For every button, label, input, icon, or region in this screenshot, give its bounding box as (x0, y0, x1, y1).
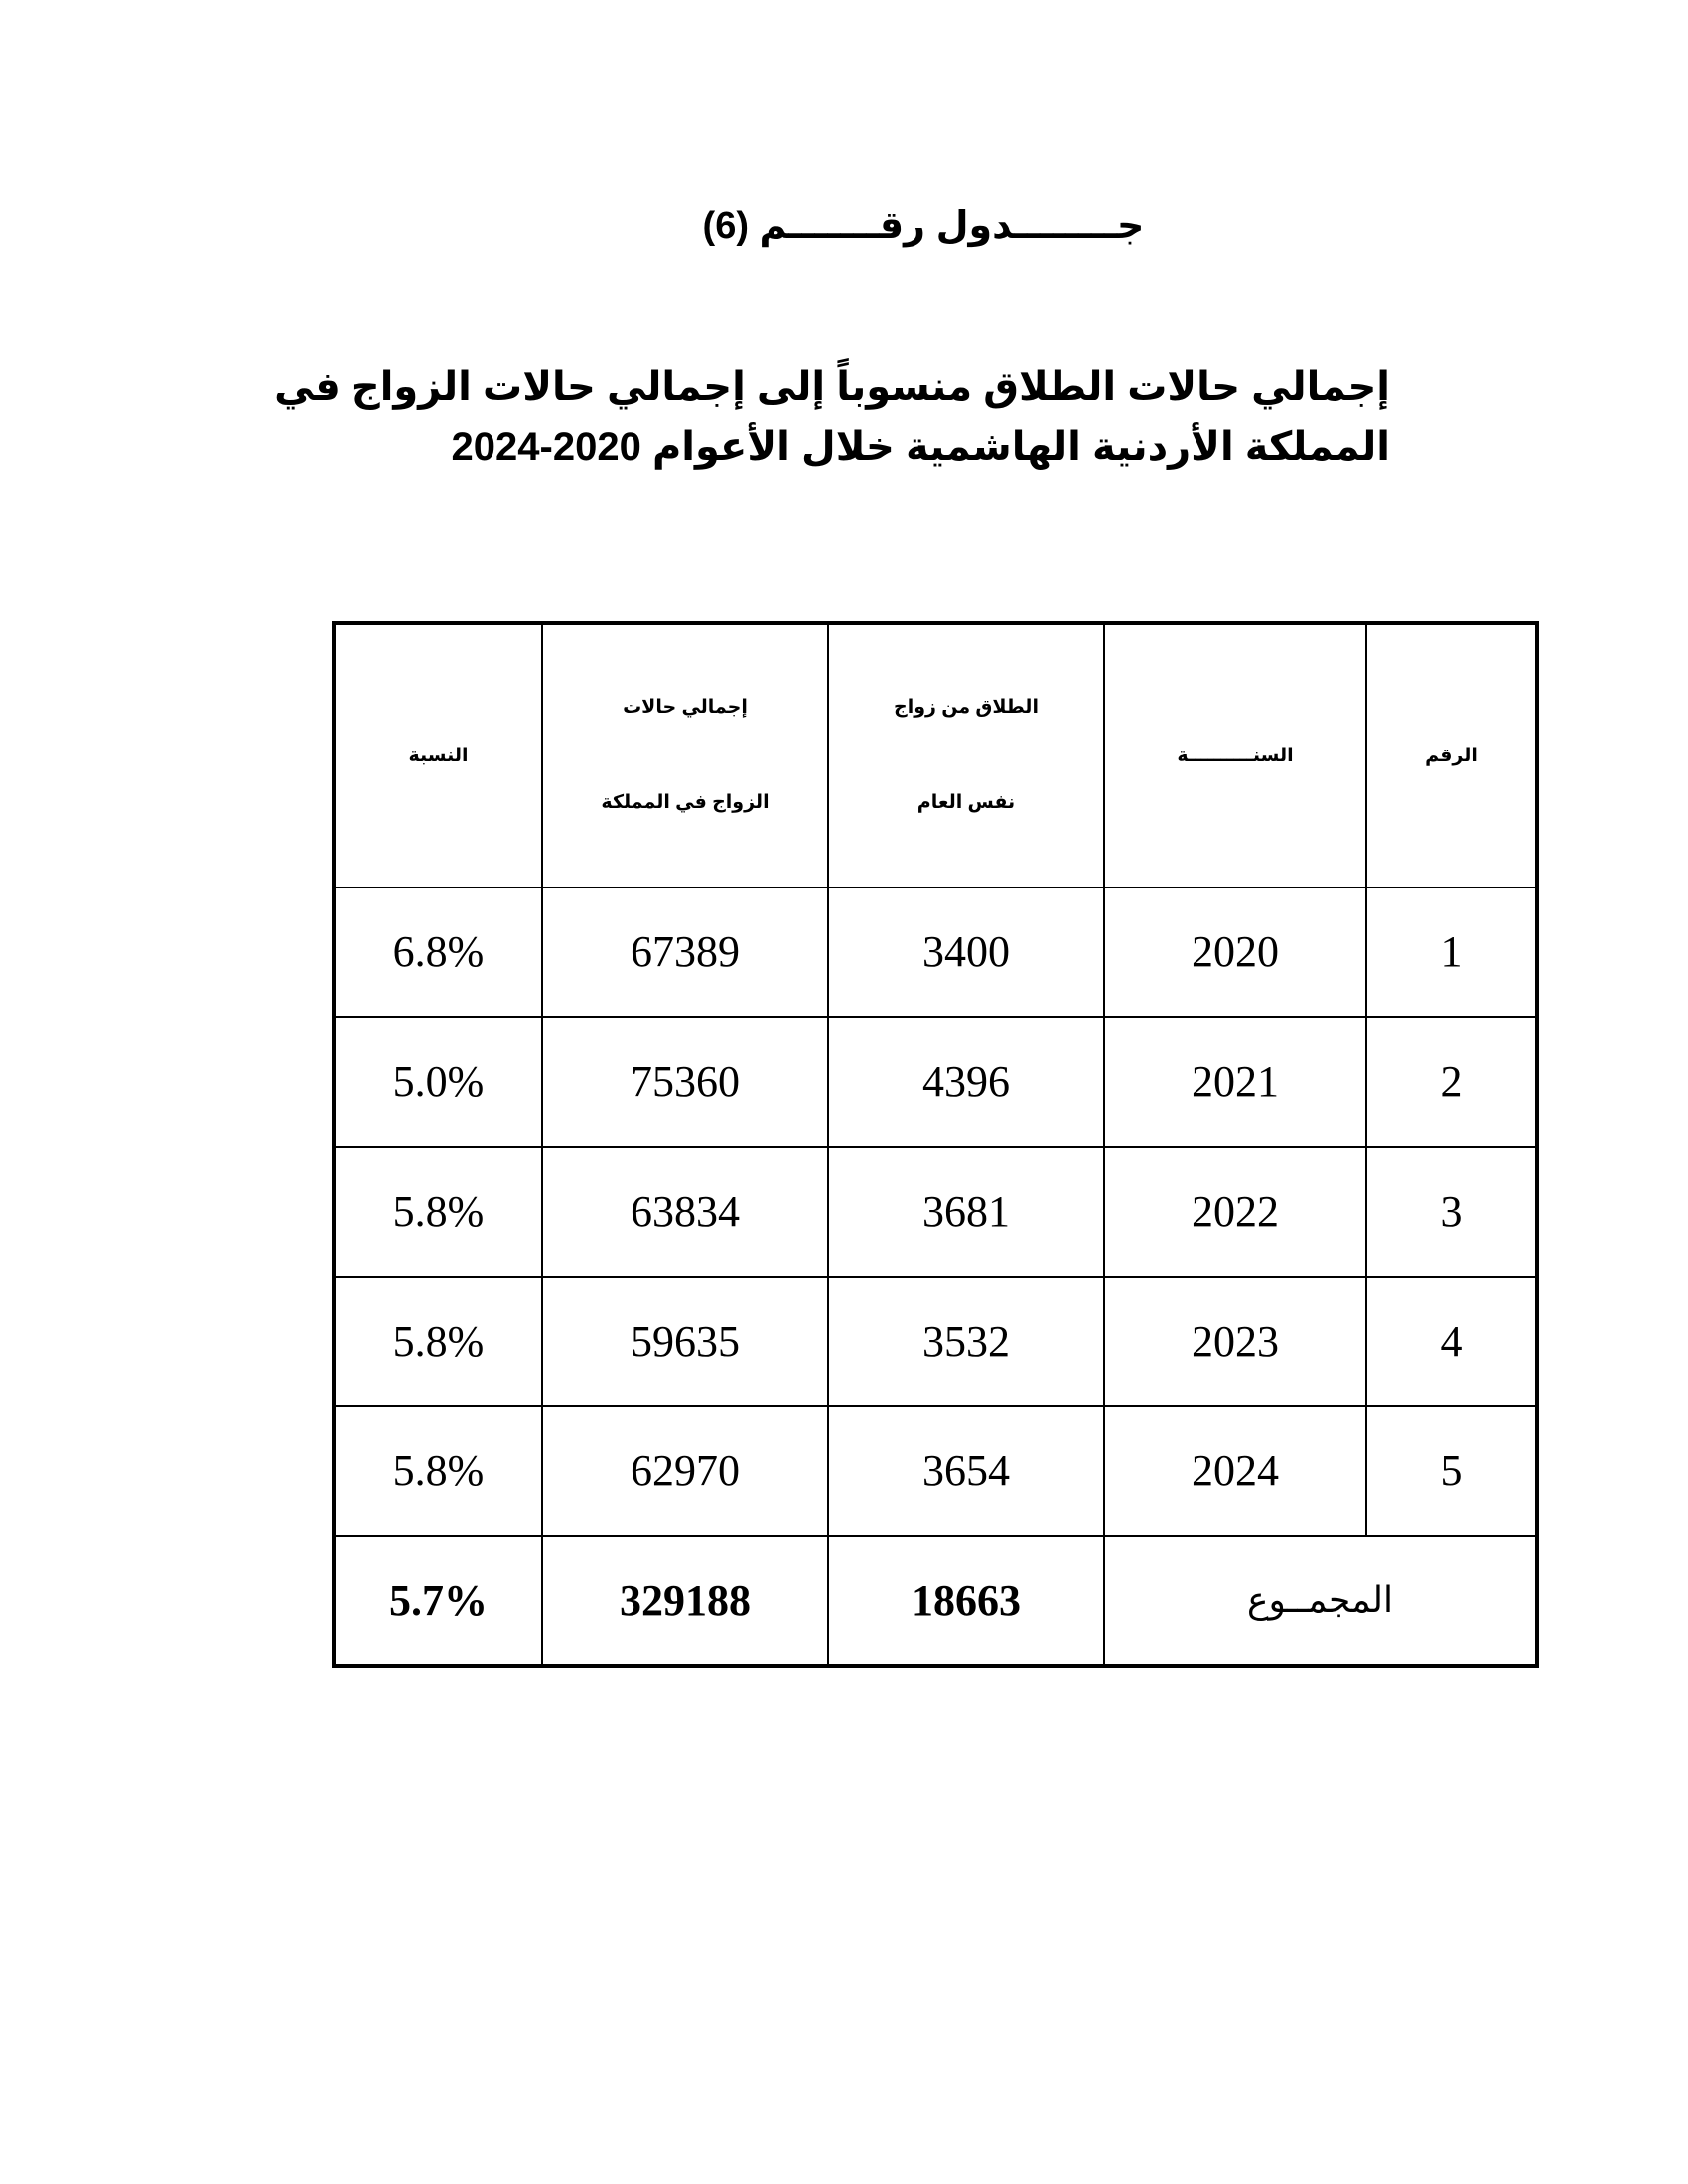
cell-year: 2024 (1104, 1406, 1366, 1536)
cell-number: 5 (1366, 1406, 1537, 1536)
cell-number: 2 (1366, 1017, 1537, 1147)
cell-ratio: 5.8% (334, 1406, 542, 1536)
cell-marriages: 63834 (542, 1147, 828, 1277)
cell-number: 4 (1366, 1277, 1537, 1407)
cell-divorce: 3681 (828, 1147, 1104, 1277)
cell-year: 2023 (1104, 1277, 1366, 1407)
total-divorce: 18663 (828, 1536, 1104, 1666)
total-label: المجمــوع (1104, 1536, 1537, 1666)
cell-marriages: 75360 (542, 1017, 828, 1147)
table-caption: جــــــــدول رقـــــــم (6) (702, 205, 1145, 247)
title-line-1: إجمالي حالات الطلاق منسوباً إلى إجمالي حالات الزواج في (274, 365, 1390, 409)
cell-divorce: 4396 (828, 1017, 1104, 1147)
header-marriages-line-2: الزواج في المملكة (601, 792, 770, 814)
cell-year: 2022 (1104, 1147, 1366, 1277)
header-marriages-line-1: إجمالي حالات (623, 697, 748, 719)
total-marriages: 329188 (542, 1536, 828, 1666)
header-divorce-line-1: الطلاق من زواج (894, 697, 1039, 719)
cell-marriages: 62970 (542, 1406, 828, 1536)
table-total-row (334, 1536, 1537, 1666)
cell-number: 1 (1366, 887, 1537, 1018)
table-row (334, 1147, 1537, 1277)
title-line-2: المملكة الأردنية الهاشمية خلال الأعوام 2020-2024 (451, 425, 1390, 469)
table-row (334, 1017, 1537, 1147)
cell-marriages: 67389 (542, 887, 828, 1018)
cell-divorce: 3654 (828, 1406, 1104, 1536)
header-ratio: النسبة (334, 623, 542, 887)
table-header-row (334, 623, 1537, 887)
cell-number: 3 (1366, 1147, 1537, 1277)
cell-year: 2020 (1104, 887, 1366, 1018)
header-marriages (542, 623, 828, 887)
cell-divorce: 3532 (828, 1277, 1104, 1407)
total-ratio: 5.7% (334, 1536, 542, 1666)
header-year: السنــــــــــة (1104, 623, 1366, 887)
page-title (274, 357, 1390, 477)
table-row (334, 1406, 1537, 1536)
cell-year: 2021 (1104, 1017, 1366, 1147)
divorce-marriage-table (332, 621, 1539, 1668)
header-divorce (828, 623, 1104, 887)
table-row (334, 1277, 1537, 1407)
cell-ratio: 6.8% (334, 887, 542, 1018)
header-divorce-line-2: نفس العام (916, 792, 1016, 814)
table-row (334, 887, 1537, 1018)
cell-ratio: 5.8% (334, 1147, 542, 1277)
cell-marriages: 59635 (542, 1277, 828, 1407)
header-number: الرقم (1366, 623, 1537, 887)
cell-divorce: 3400 (828, 887, 1104, 1018)
cell-ratio: 5.0% (334, 1017, 542, 1147)
cell-ratio: 5.8% (334, 1277, 542, 1407)
